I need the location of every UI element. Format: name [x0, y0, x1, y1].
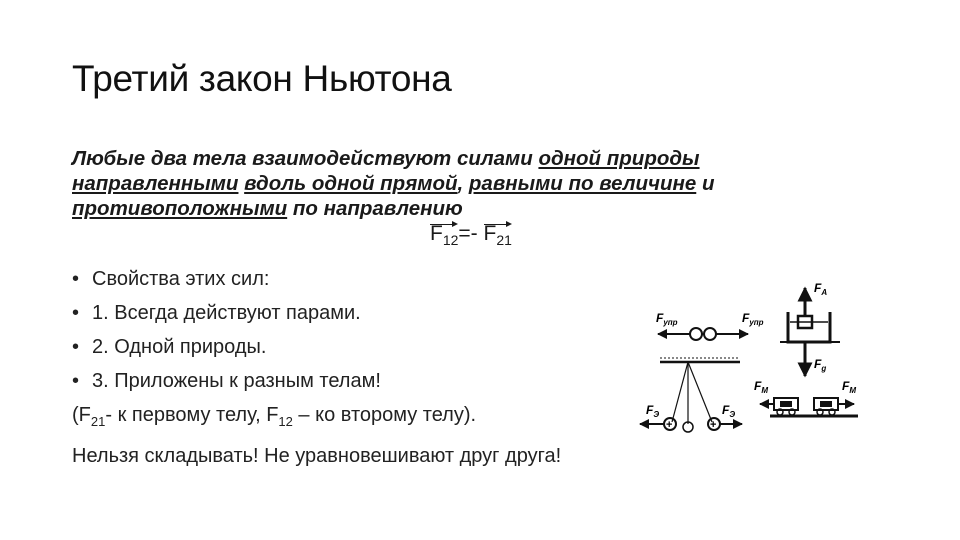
label-gravity: $F_g$	[814, 357, 827, 373]
properties-list	[72, 262, 652, 473]
note-text: – ко второму телу).	[292, 404, 477, 426]
note-line	[72, 398, 652, 439]
list-item: • 3. Приложены к разным телам!	[72, 364, 652, 398]
note-subscript: 21	[90, 414, 106, 429]
spring-pair-diagram	[656, 311, 764, 340]
magnet-carts-diagram	[754, 379, 858, 416]
archimedes-diagram	[780, 281, 840, 376]
slide-title: Третий закон Ньютона	[72, 58, 452, 99]
law-underlined-line: вдоль одной прямой	[244, 172, 458, 195]
formula-subscript: 12	[442, 232, 459, 249]
list-item-text: 1. Всегда действуют парами.	[92, 302, 361, 324]
law-underlined-directed: направленными	[72, 172, 239, 195]
list-item: • Свойства этих сил:	[72, 262, 652, 296]
law-text: Любые два тела взаимодействуют силами	[72, 147, 539, 170]
law-underlined-opposite: противоположными	[72, 197, 288, 220]
list-item: • 2. Одной природы.	[72, 330, 652, 364]
note-text: - к первому телу, F	[105, 404, 279, 426]
label-spring-right: $F_{упр}$	[742, 311, 764, 327]
label-plus-left: +	[666, 419, 673, 431]
law-text: и	[696, 172, 715, 195]
list-item-text: 2. Одной природы.	[92, 336, 267, 358]
note-subscript: 12	[278, 414, 293, 429]
list-item-text: Свойства этих сил:	[92, 268, 270, 290]
formula-operator: =-	[458, 222, 484, 245]
label-magnet-left: $F_M$	[754, 379, 769, 395]
vector-f12	[430, 222, 458, 248]
list-item-text: 3. Приложены к разным телам!	[92, 370, 381, 392]
label-archimedes: $F_A$	[814, 281, 828, 297]
conclusion-line: Нельзя складывать! Не уравновешивают друг друга!	[72, 445, 562, 467]
law-statement	[72, 146, 792, 221]
law-text: ,	[457, 172, 469, 195]
label-plus-right: +	[710, 419, 717, 431]
list-item: • 1. Всегда действуют парами.	[72, 296, 652, 330]
formula-symbol: F	[430, 222, 443, 245]
note-text: (F	[72, 404, 91, 426]
label-spring-left: $F_{упр}$	[656, 311, 678, 327]
formula-subscript: 21	[496, 232, 512, 249]
formula-symbol: F	[483, 222, 497, 245]
law-text: по направлению	[287, 197, 463, 220]
formula	[430, 222, 512, 248]
law-underlined-nature: одной природы	[538, 147, 700, 170]
law-underlined-equal: равными по величине	[468, 172, 697, 195]
label-magnet-right: $F_M$	[842, 379, 857, 395]
label-electric-left: $F_Э$	[646, 403, 660, 419]
label-electric-right: $F_Э$	[722, 403, 736, 419]
vector-f21	[484, 222, 512, 248]
forces-illustration	[630, 278, 860, 438]
pendulum-charges-diagram	[640, 358, 742, 432]
